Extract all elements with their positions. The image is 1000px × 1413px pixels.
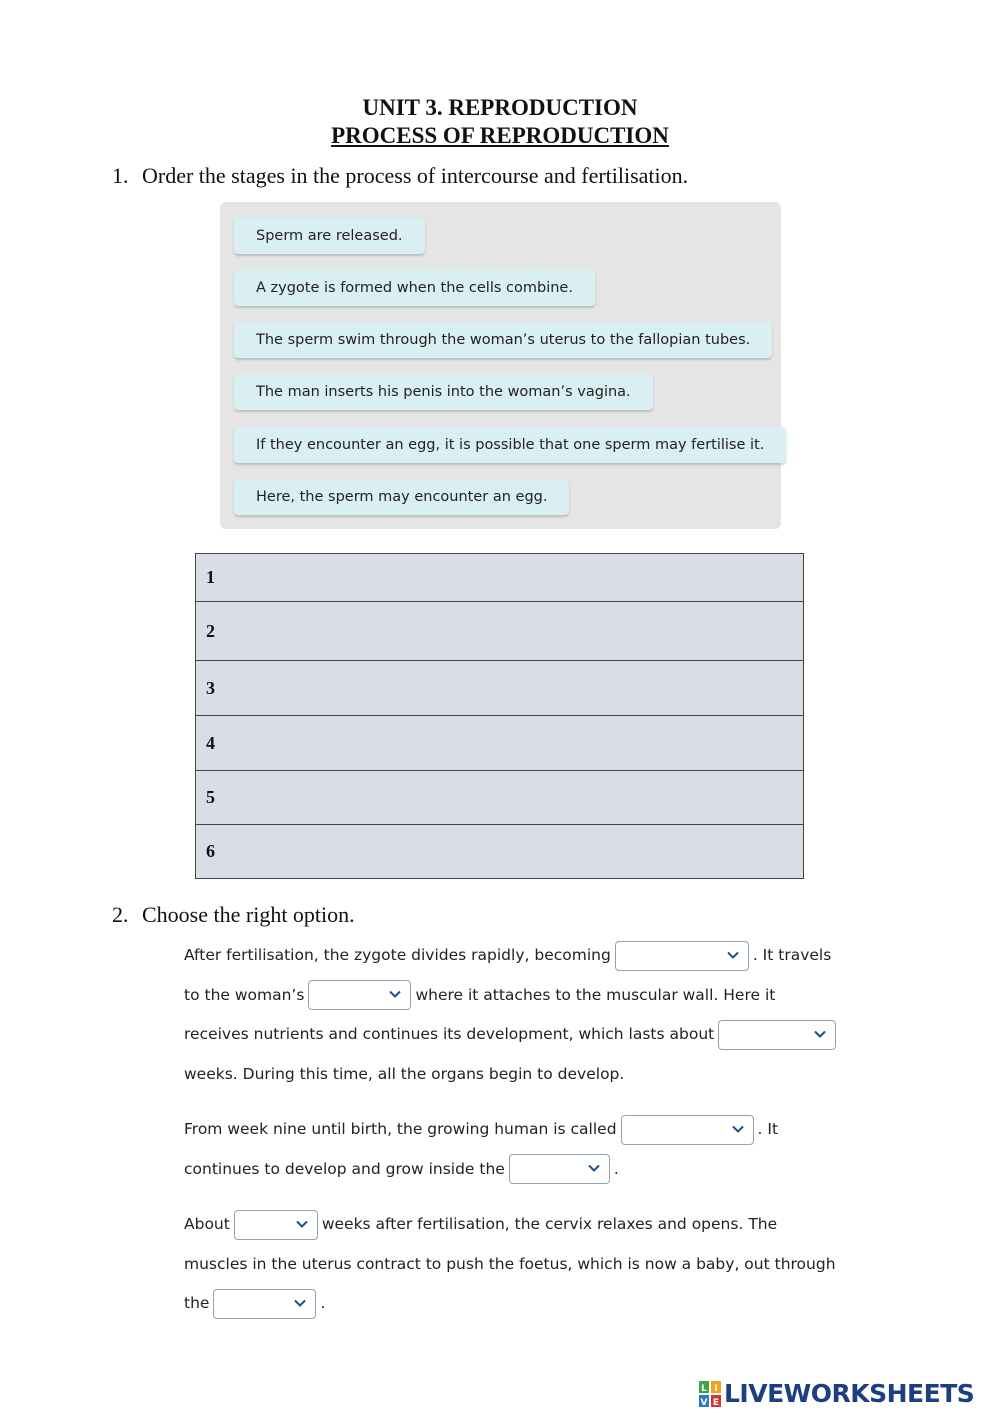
text-fragment: continues to develop and grow inside the (184, 1159, 505, 1178)
liveworksheets-logo-icon (698, 1379, 722, 1409)
drag-chip[interactable]: The man inserts his penis into the woman’s vagina. (234, 374, 653, 410)
unit-title: UNIT 3. REPRODUCTION (362, 95, 638, 120)
drag-options-panel (220, 202, 781, 529)
chevron-down-icon (293, 1296, 307, 1310)
text-fragment: . (613, 1159, 619, 1178)
liveworksheets-logo-text: LIVEWORKSHEETS (724, 1379, 975, 1408)
drop-slot-2[interactable]: 2 (196, 602, 804, 661)
drop-slot-5[interactable]: 5 (196, 771, 804, 825)
drag-chip[interactable]: Sperm are released. (234, 218, 425, 254)
drag-chip[interactable]: The sperm swim through the woman’s uterus to the fallopian tubes. (234, 322, 772, 358)
text-fragment: where it attaches to the muscular wall. Here it (415, 985, 776, 1004)
dropdown-6[interactable] (234, 1210, 318, 1240)
question-1-prompt: Order the stages in the process of intercourse and fertilisation. (142, 163, 689, 188)
text-fragment: From week nine until birth, the growing human is called (184, 1120, 617, 1138)
chevron-down-icon (731, 1122, 745, 1136)
chevron-down-icon (295, 1217, 309, 1231)
drag-chip[interactable]: If they encounter an egg, it is possible that one sperm may fertilise it. (234, 427, 786, 463)
question-2-prompt: Choose the right option. (142, 902, 355, 927)
dropdown-3[interactable] (718, 1020, 836, 1050)
text-fragment: About (184, 1215, 230, 1233)
chevron-down-icon (813, 1027, 827, 1041)
dropdown-2[interactable] (308, 980, 411, 1010)
text-fragment: weeks. During this time, all the organs begin to develop. (184, 1064, 625, 1083)
dropdown-4[interactable] (621, 1115, 754, 1145)
svg-text:L: L (701, 1384, 707, 1394)
svg-text:I: I (714, 1384, 718, 1394)
drop-slot-1[interactable]: 1 (196, 554, 804, 602)
dropdown-7[interactable] (213, 1289, 316, 1319)
liveworksheets-logo (698, 1378, 994, 1410)
question-1-number: 1. (112, 163, 129, 188)
text-fragment: the (184, 1294, 210, 1312)
text-fragment: weeks after fertilisation, the cervix relaxes and opens. The (321, 1215, 778, 1233)
question-2 (112, 902, 355, 928)
question-1 (112, 163, 688, 189)
text-fragment: . (320, 1294, 326, 1312)
drop-slot-4[interactable]: 4 (196, 716, 804, 771)
drag-chip[interactable]: Here, the sperm may encounter an egg. (234, 479, 569, 515)
dropdown-1[interactable] (615, 941, 749, 971)
question-2-number: 2. (112, 902, 129, 927)
text-fragment: to the woman’s (184, 985, 305, 1004)
chevron-down-icon (388, 987, 402, 1001)
svg-text:E: E (712, 1398, 720, 1408)
drop-slot-3[interactable]: 3 (196, 661, 804, 716)
svg-text:V: V (700, 1398, 708, 1408)
text-fragment: After fertilisation, the zygote divides rapidly, becoming (184, 946, 611, 964)
drop-slot-6[interactable]: 6 (196, 825, 804, 879)
chevron-down-icon (726, 948, 740, 962)
chevron-down-icon (587, 1161, 601, 1175)
fill-in-text (184, 936, 834, 1324)
text-fragment: receives nutrients and continues its development, which lasts about (184, 1025, 715, 1043)
order-drop-table (195, 553, 804, 879)
text-fragment: muscles in the uterus contract to push the foetus, which is now a baby, out through (184, 1254, 836, 1273)
dropdown-5[interactable] (509, 1154, 610, 1184)
page-subtitle: PROCESS OF REPRODUCTION (331, 123, 669, 148)
text-fragment: . It (757, 1120, 779, 1138)
drag-chip[interactable]: A zygote is formed when the cells combine. (234, 270, 595, 306)
text-fragment: . It travels (752, 946, 832, 964)
